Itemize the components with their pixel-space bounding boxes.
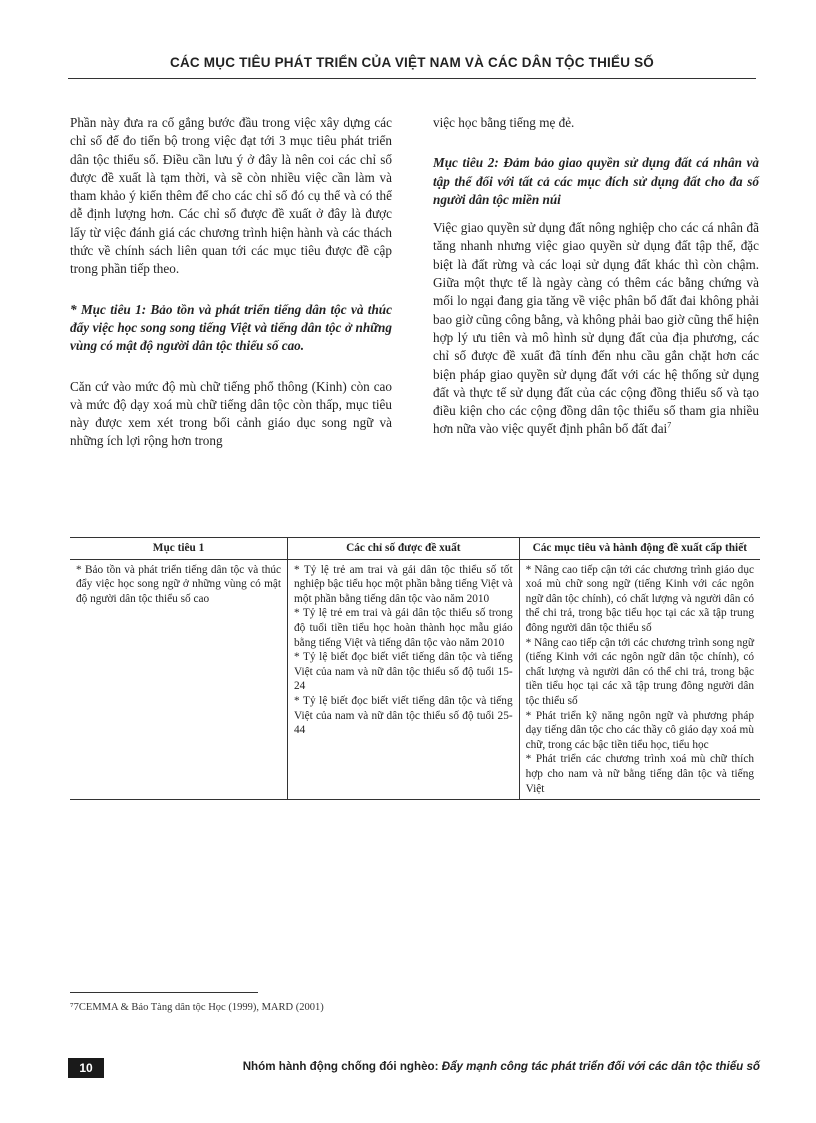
indicator-item: * Tỷ lệ trẻ em trai và gái dân tộc thiểu số trong độ tuổi tiền tiểu học hoàn thành học mẫu giáo bằng tiếng Việt và tiếng dân tộc vào năm 2010 [294, 607, 513, 649]
action-item: * Phát triển các chương trình xoá mù chữ thích hợp cho nam và nữ bằng tiếng dân tộc và tiếng Việt [525, 753, 754, 795]
table-cell-actions [519, 559, 760, 800]
action-item: * Phát triển kỹ năng ngôn ngữ và phương pháp dạy tiếng dân tộc cho các thầy cô giáo dạy xoá mù chữ, trong các bậc tiền tiểu học, tiểu học [525, 709, 754, 751]
continued-paragraph: việc học bằng tiếng mẹ đẻ. [433, 115, 575, 130]
goal1-heading: * Mục tiêu 1: Bảo tồn và phát triển tiếng dân tộc và thúc đẩy việc học song song tiếng Việt và tiếng dân tộc ở những vùng có mật độ người dân tộc thiểu số cao. [70, 301, 392, 354]
indicator-item: * Tỷ lệ trẻ am trai và gái dân tộc thiểu số tốt nghiệp bậc tiểu học một phần bằng tiếng Việt và một phần bằng tiếng dân tộc vào năm 2010 [294, 563, 513, 605]
page-footer [68, 1058, 760, 1080]
intro-paragraph: Phần này đưa ra cố gắng bước đầu trong việc xây dựng các chỉ số để đo tiến bộ trong việc đạt tới 3 mục tiêu phát triển dân tộc thiểu số. Điều cần lưu ý ở đây là nên coi các chỉ số được đề xuất là tạm thời, và sẽ còn nhiều việc cần làm và tham khảo ý kiến thêm để cho các chỉ số đó cụ thể và có thể dễ định lượng hơn. Các chỉ số được đề xuất ở đây là được lấy từ việc đánh giá các chương trình hiện hành và các thách thức về chính sách liên quan tới các mục tiêu được đề cập trong phần tiếp theo. [70, 115, 392, 277]
action-item: * Nâng cao tiếp cận tới các chương trình giáo dục xoá mù chữ song ngữ (tiếng Kinh với các ngôn ngữ dân tộc chính), có chất lượng và người dân có thể chi trả, trong bậc tiểu học tại các xã tập trung đông người dân tộc thiểu số [525, 563, 754, 634]
left-column [70, 114, 392, 473]
table-header-actions: Các mục tiêu và hành động đề xuất cấp thiết [519, 538, 760, 560]
goal1-table [70, 537, 760, 800]
footer-title-italic: Đẩy mạnh công tác phát triển đối với các dân tộc thiểu số [438, 1060, 760, 1073]
goal2-paragraph [433, 219, 759, 439]
header-rule [68, 78, 756, 79]
footer-title [243, 1060, 760, 1073]
indicator-item: * Tỷ lệ biết đọc biết viết tiếng dân tộc và tiếng Việt của nam và nữ dân tộc thiểu số độ tuổi 15-24 [294, 651, 513, 693]
footnote-rule [70, 992, 258, 993]
action-item: * Nâng cao tiếp cận tới các chương trình song ngữ (tiếng Kinh với các ngôn ngữ dân tộc chính), có chất lượng và người dân có thể chi trả, trong bậc tiền tiểu học tại các xã tập trung đông người dân tộc thiểu số [525, 636, 754, 707]
table-row [70, 559, 760, 800]
right-column [433, 114, 759, 439]
table-header-row [70, 538, 760, 560]
table-header-goal: Mục tiêu 1 [70, 538, 288, 560]
footnote: ⁷7CEMMA & Bảo Tàng dân tộc Học (1999), MARD (2001) [70, 1002, 324, 1013]
table-header-indicators: Các chỉ số được đề xuất [288, 538, 520, 560]
page-number: 10 [68, 1058, 104, 1078]
footer-title-bold: Nhóm hành động chống đói nghèo: [242, 1060, 439, 1073]
goal2-paragraph-text: Việc giao quyền sử dụng đất nông nghiệp cho các cá nhân đã tăng nhanh nhưng việc giao quyền sử dụng đất tập thể, đặc biệt là đất rừng và các loại sử dụng đất khác thì còn chậm. Giữa một thực tế là ngày càng có thêm các bằng chứng và mối lo ngại đang gia tăng về việc phân bổ đất đai không phải bao giờ cũng công bằng, và không phải bao giờ cũng thể hiện hợp lý ưu tiên và mô hình sử dụng đất của địa phương, các chỉ số được đề xuất đã tính đến nhu cầu gắn chặt hơn các biện pháp giao quyền sử dụng đất với các hệ thống sử dụng đất và thực tế sử dụng đất của các cộng đồng thiểu số và tạo điều kiện cho các cộng đồng dân tộc thiểu số tham gia nhiều hơn nữa vào việc quyết định phân bổ đất đai [433, 220, 759, 437]
goal2-heading: Mục tiêu 2: Đảm bảo giao quyền sử dụng đất cá nhân và tập thể đối với tất cả các mục đích sử dụng đất cho đa số người dân tộc miền núi [433, 155, 759, 207]
table-cell-indicators [288, 559, 520, 800]
table-cell-goal: * Bảo tồn và phát triển tiếng dân tộc và thúc đẩy việc học song ngữ ở những vùng có mật độ người dân tộc thiểu số cao [70, 559, 288, 800]
goal1-paragraph: Căn cứ vào mức độ mù chữ tiếng phổ thông (Kinh) còn cao và mức độ dạy xoá mù chữ tiếng dân tộc còn thấp, mục tiêu này được xem xét trong bối cảnh giáo dục song ngữ và những ích lợi rộng hơn trong [70, 378, 392, 449]
footnote-ref: 7 [667, 421, 672, 431]
indicator-item: * Tỷ lệ biết đọc biết viết tiếng dân tộc và tiếng Việt của nam và nữ dân tộc thiểu số độ tuổi 25-44 [294, 694, 513, 737]
page-header: CÁC MỤC TIÊU PHÁT TRIỂN CỦA VIỆT NAM VÀ CÁC DÂN TỘC THIỂU SỐ [170, 55, 654, 70]
